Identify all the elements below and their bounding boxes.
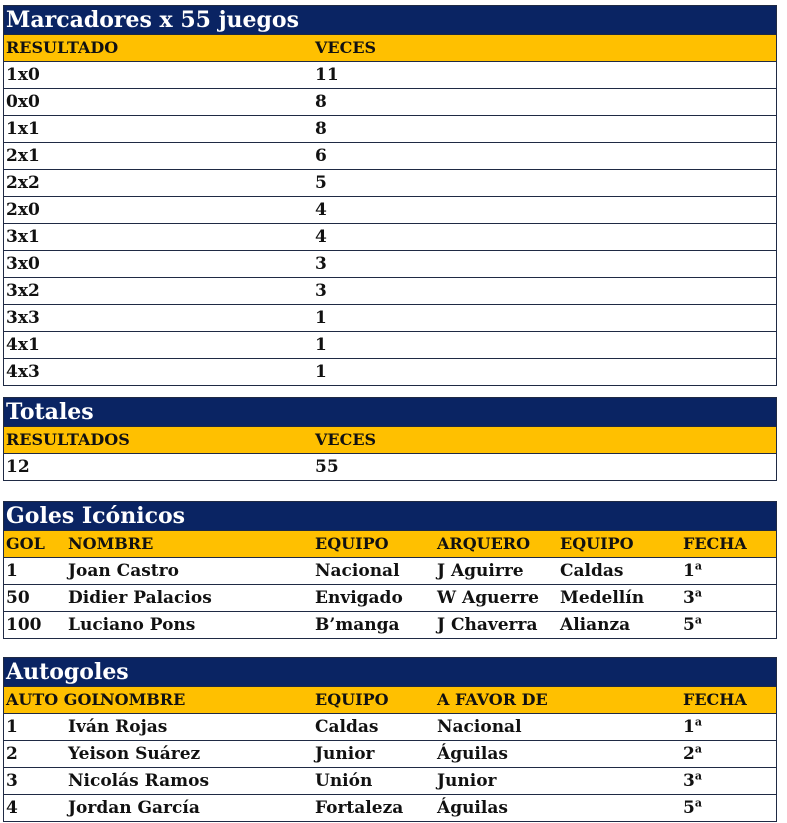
- cell-arquero: J Chaverra: [437, 615, 538, 635]
- table-row: [4, 115, 776, 142]
- cell-equipo-arquero: Caldas: [560, 561, 624, 581]
- table-row: [4, 142, 776, 169]
- cell-gol: 50: [6, 588, 30, 608]
- table-row: [4, 611, 776, 638]
- header-resultado: RESULTADO: [6, 38, 119, 57]
- cell-equipo: Junior: [315, 744, 375, 764]
- cell-fecha: [683, 585, 702, 611]
- cell-equipo: Envigado: [315, 588, 403, 608]
- header-equipo-arquero: EQUIPO: [560, 534, 634, 553]
- header-auto-gol: AUTO GOL: [6, 690, 103, 709]
- table-row: [4, 277, 776, 304]
- cell-nombre: Luciano Pons: [68, 615, 196, 635]
- goles-header-row: [4, 530, 776, 557]
- cell-veces: 1: [315, 335, 327, 355]
- cell-auto-gol: 2: [6, 744, 18, 764]
- marcadores-header-row: [4, 34, 776, 61]
- cell-fecha: [683, 558, 702, 584]
- cell-veces: 5: [315, 173, 327, 193]
- total-resultados: 12: [6, 457, 30, 477]
- cell-equipo: Caldas: [315, 717, 379, 737]
- cell-fecha: [683, 795, 702, 821]
- header-a-favor-de: A FAVOR DE: [437, 690, 548, 709]
- table-row: [4, 767, 776, 794]
- cell-resultado: 2x2: [6, 173, 40, 193]
- cell-auto-gol: 4: [6, 798, 18, 818]
- cell-arquero: J Aguirre: [437, 561, 524, 581]
- cell-resultado: 1x0: [6, 65, 40, 85]
- fecha-ordinal: a: [694, 586, 702, 600]
- header-equipo: EQUIPO: [315, 534, 389, 553]
- cell-resultado: 2x0: [6, 200, 40, 220]
- cell-resultado: 3x0: [6, 254, 40, 274]
- totales-table: [3, 397, 777, 481]
- table-row: [4, 713, 776, 740]
- cell-equipo: Fortaleza: [315, 798, 404, 818]
- cell-a-favor-de: Águilas: [437, 744, 508, 764]
- goles-iconicos-table: [3, 501, 777, 639]
- fecha-number: 1: [683, 561, 695, 581]
- cell-resultado: 4x1: [6, 335, 40, 355]
- table-row: [4, 331, 776, 358]
- cell-gol: 1: [6, 561, 18, 581]
- table-row: [4, 223, 776, 250]
- cell-veces: 8: [315, 119, 327, 139]
- totales-title: Totales: [4, 398, 776, 426]
- cell-veces: 4: [315, 227, 327, 247]
- totales-header-row: [4, 426, 776, 453]
- autogoles-title: Autogoles: [4, 658, 776, 686]
- cell-a-favor-de: Junior: [437, 771, 497, 791]
- cell-resultado: 3x3: [6, 308, 40, 328]
- header-nombre: NOMBRE: [68, 534, 154, 553]
- header-equipo: EQUIPO: [315, 690, 389, 709]
- cell-veces: 8: [315, 92, 327, 112]
- table-row: [4, 453, 776, 480]
- table-row: [4, 740, 776, 767]
- table-row: [4, 196, 776, 223]
- table-row: [4, 88, 776, 115]
- fecha-ordinal: a: [694, 559, 702, 573]
- goles-title: Goles Icónicos: [4, 502, 776, 530]
- cell-equipo: Unión: [315, 771, 373, 791]
- cell-nombre: Joan Castro: [68, 561, 179, 581]
- cell-nombre: Yeison Suárez: [68, 744, 201, 764]
- cell-resultado: 3x2: [6, 281, 40, 301]
- fecha-number: 5: [683, 615, 695, 635]
- cell-fecha: [683, 714, 702, 740]
- fecha-ordinal: a: [694, 742, 702, 756]
- fecha-number: 1: [683, 717, 695, 737]
- cell-nombre: Didier Palacios: [68, 588, 212, 608]
- table-row: [4, 358, 776, 385]
- cell-resultado: 0x0: [6, 92, 40, 112]
- cell-fecha: [683, 741, 702, 767]
- header-arquero: ARQUERO: [437, 534, 531, 553]
- cell-fecha: [683, 768, 702, 794]
- cell-resultado: 3x1: [6, 227, 40, 247]
- cell-resultado: 4x3: [6, 362, 40, 382]
- cell-veces: 6: [315, 146, 327, 166]
- fecha-ordinal: a: [694, 796, 702, 810]
- cell-auto-gol: 3: [6, 771, 18, 791]
- fecha-number: 3: [683, 588, 695, 608]
- cell-equipo: B’manga: [315, 615, 400, 635]
- table-row: [4, 61, 776, 88]
- cell-equipo: Nacional: [315, 561, 400, 581]
- table-row: [4, 794, 776, 821]
- autogoles-table: [3, 657, 777, 822]
- cell-veces: 1: [315, 362, 327, 382]
- table-row: [4, 584, 776, 611]
- cell-resultado: 1x1: [6, 119, 40, 139]
- table-row: [4, 169, 776, 196]
- cell-veces: 4: [315, 200, 327, 220]
- header-fecha: FECHA: [683, 534, 747, 553]
- cell-auto-gol: 1: [6, 717, 18, 737]
- cell-nombre: Jordan García: [68, 798, 200, 818]
- cell-a-favor-de: Nacional: [437, 717, 522, 737]
- cell-nombre: Iván Rojas: [68, 717, 168, 737]
- cell-a-favor-de: Águilas: [437, 798, 508, 818]
- header-resultados: RESULTADOS: [6, 430, 130, 449]
- fecha-number: 5: [683, 798, 695, 818]
- fecha-number: 3: [683, 771, 695, 791]
- cell-resultado: 2x1: [6, 146, 40, 166]
- header-fecha: FECHA: [683, 690, 747, 709]
- cell-veces: 1: [315, 308, 327, 328]
- cell-arquero: W Aguerre: [437, 588, 539, 608]
- cell-veces: 11: [315, 65, 339, 85]
- marcadores-table: [3, 5, 777, 386]
- cell-gol: 100: [6, 615, 42, 635]
- header-nombre: NOMBRE: [100, 690, 186, 709]
- table-row: [4, 250, 776, 277]
- autogoles-header-row: [4, 686, 776, 713]
- fecha-number: 2: [683, 744, 695, 764]
- fecha-ordinal: a: [694, 769, 702, 783]
- header-veces: VECES: [315, 430, 377, 449]
- table-row: [4, 304, 776, 331]
- cell-equipo-arquero: Alianza: [560, 615, 631, 635]
- total-veces: 55: [315, 457, 339, 477]
- cell-equipo-arquero: Medellín: [560, 588, 645, 608]
- cell-veces: 3: [315, 254, 327, 274]
- header-gol: GOL: [6, 534, 45, 553]
- cell-fecha: [683, 612, 702, 638]
- fecha-ordinal: a: [694, 715, 702, 729]
- table-row: [4, 557, 776, 584]
- cell-nombre: Nicolás Ramos: [68, 771, 210, 791]
- fecha-ordinal: a: [694, 613, 702, 627]
- header-veces: VECES: [315, 38, 377, 57]
- cell-veces: 3: [315, 281, 327, 301]
- marcadores-title: Marcadores x 55 juegos: [4, 6, 776, 34]
